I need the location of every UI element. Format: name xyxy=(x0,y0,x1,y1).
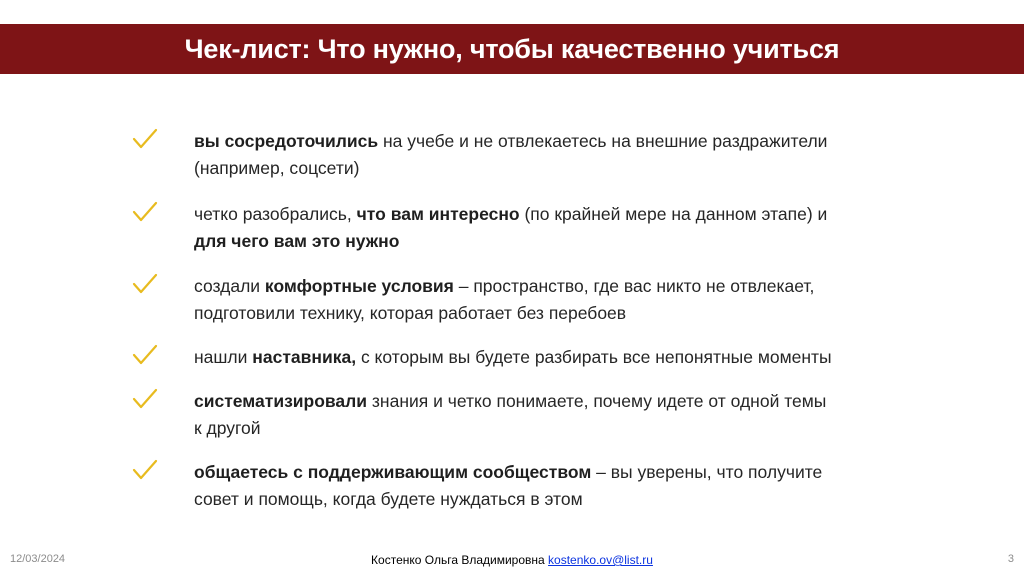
item-text xyxy=(194,273,904,327)
checkmark-icon xyxy=(132,459,158,481)
item-bold: наставника, xyxy=(252,347,357,367)
item-normal: – пространство, где вас никто не отвлекает, xyxy=(453,276,815,296)
page-number: 3 xyxy=(1007,553,1014,565)
item-bold: вы сосредоточились xyxy=(194,131,379,151)
item-normal: с которым вы будете разбирать все непонятные моменты xyxy=(356,347,832,367)
checkmark-icon xyxy=(132,201,158,223)
item-normal: – вы уверены, что получите xyxy=(591,462,823,482)
item-text xyxy=(194,128,904,182)
slide-title: Чек-лист: Что нужно, чтобы качественно учиться xyxy=(184,34,840,64)
item-normal: создали xyxy=(194,276,265,296)
item-normal: знания и четко понимаете, почему идете от одной темы xyxy=(367,391,827,411)
item-normal: к другой xyxy=(194,418,261,438)
item-normal: нашли xyxy=(194,347,253,367)
item-bold: для чего вам это нужно xyxy=(194,231,400,251)
item-bold: комфортные условия xyxy=(264,276,454,296)
checkmark-icon xyxy=(132,273,158,295)
item-text xyxy=(194,388,904,442)
checkmark-icon xyxy=(132,388,158,410)
item-text xyxy=(194,201,904,255)
item-normal: (например, соцсети) xyxy=(194,158,360,178)
title-bar xyxy=(0,24,1024,74)
item-normal: (по крайней мере на данном этапе) и xyxy=(519,204,828,224)
item-normal: четко разобрались, xyxy=(194,204,357,224)
item-bold: общаетесь с поддерживающим сообществом xyxy=(194,462,592,482)
item-normal: подготовили технику, которая работает без перебоев xyxy=(194,303,627,323)
checkmark-icon xyxy=(132,128,158,150)
item-text xyxy=(194,344,904,371)
footer-email-link[interactable]: kostenko.ov@list.ru xyxy=(548,553,653,567)
item-bold: систематизировали xyxy=(194,391,368,411)
footer-author-line xyxy=(0,553,1024,567)
item-bold: что вам интересно xyxy=(356,204,520,224)
item-text xyxy=(194,459,904,513)
item-normal: на учебе и не отвлекаетесь на внешние раздражители xyxy=(378,131,828,151)
footer-date: 12/03/2024 xyxy=(10,553,66,565)
checkmark-icon xyxy=(132,344,158,366)
footer-author: Костенко Ольга Владимировна xyxy=(371,553,549,567)
item-normal: совет и помощь, когда будете нуждаться в этом xyxy=(194,489,583,509)
